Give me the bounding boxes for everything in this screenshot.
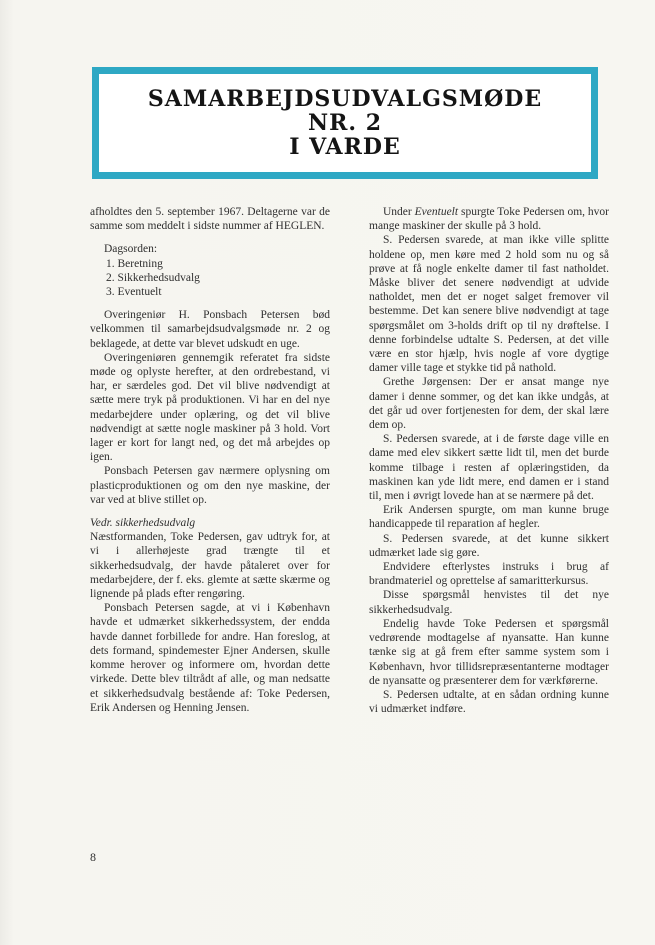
agenda-title: Dagsorden: (104, 243, 158, 256)
agenda-item: 2. Sikkerhedsudvalg (106, 271, 200, 284)
right-column (369, 205, 609, 716)
paragraph: Overingeniør H. Ponsbach Petersen bød velkommen til samarbejdsudvalgsmøde nr. 2 og beklagede, at dette var blevet udskudt en uge. (90, 309, 330, 350)
paragraph: S. Pedersen udtalte, at en sådan ordning kunne vi udmærket indføre. (369, 688, 609, 716)
title-box (92, 67, 598, 179)
text-span: Under (383, 206, 415, 218)
sub-heading: Vedr. sikkerhedsudvalg (90, 517, 196, 530)
paragraph: Endvidere efterlystes instruks i brug af brandmateriel og oprettelse af samaritterkursus. (369, 561, 609, 588)
paragraph: Disse spørgsmål henvistes til det nye sikkerhedsudvalg. (369, 589, 609, 616)
paragraph: Næstformanden, Toke Pedersen, gav udtryk for, at vi i allerhøjeste grad trængte til et sikkerhedsudvalg, der havde påtaleret over for medarbejdere, der f. eks. glemte at sætte skærme og lignende på plads efter rengøring. (90, 531, 330, 601)
emphasis: Eventuelt (414, 206, 459, 218)
intro-paragraph: afholdtes den 5. september 1967. Deltagerne var de samme som meddelt i sidste nummer af HEGLEN. (90, 206, 330, 233)
title-line-2: NR. 2 (307, 110, 383, 136)
paragraph: Endelig havde Toke Pedersen et spørgsmål vedrørende modtagelse af nyansatte. Han kunne tænke sig at gå frem efter samme system som i København, hvor tillidsrepræsentanterne modtager de nyansatte og præsenterer dem for værkførerne. (369, 617, 609, 687)
paragraph (369, 205, 609, 233)
paragraph: S. Pedersen svarede, at i de første dage ville en dame med elev sikkert sætte lidt til, men det burde komme tilbage i resten af oplæringstiden, da maskinen kan yde lidt mere, end damen er i stand til, men i øvrigt lovede han at se nærmere på det. (369, 433, 609, 503)
left-column (90, 205, 330, 715)
paragraph: S. Pedersen svarede, at det kunne sikkert udmærket lade sig gøre. (369, 532, 609, 559)
text-span: spurgte Toke Pedersen om, hvor mange maskiner der skulle på 3 hold. (369, 206, 609, 233)
agenda-list (90, 257, 330, 300)
title-line-3: I VARDE (289, 134, 401, 160)
paragraph: Overingeniøren gennemgik referatet fra sidste møde og oplyste herefter, at den ordrebestand, vi har, er særdeles god. Det vil blive nødvendigt at sætte mere tryk på produktionen. Vi har en del nye medarbejdere under oplæring, og det vil blive nødvendigt at sætte nogle maskiner på 3 hold. Vort lager er kort for langt ned, og det må arbejdes op igen. (90, 351, 330, 464)
paragraph: Ponsbach Petersen gav nærmere oplysning om plasticproduktionen og om den nye maskine, der var ved at blive stillet op. (90, 465, 330, 506)
page-number: 8 (90, 850, 96, 864)
paragraph: S. Pedersen svarede, at man ikke ville splitte holdene op, men køre med 2 hold som nu og så prøve at få nogle enkelte damer til fast natholdet. Måske bliver det senere nødvendigt at udvide natholdet, men det er noget salget fremover vil bestemme. Det kan senere blive nødvendigt at tage spørgsmålet om 3-holds drift op til ny drøftelse. I denne forbindelse udtalte S. Pedersen, at det ville være en stor hjælp, hvis nogle af vore dygtige damer ville tage et stykke tid på nathold. (369, 234, 609, 375)
agenda-item: 1. Beretning (106, 257, 163, 270)
paragraph: Grethe Jørgensen: Der er ansat mange nye damer i denne sommer, og det kan ikke undgås, at det går ud over fortjenesten for dem, der skal lære dem op. (369, 376, 609, 432)
title-line-1: SAMARBEJDSUDVALGSMØDE (147, 86, 543, 112)
paragraph: Erik Andersen spurgte, om man kunne bruge handicappede til reparation af hegler. (369, 504, 609, 531)
paragraph: Ponsbach Petersen sagde, at vi i København havde et udmærket sikkerhedssystem, der endda havde dannet forbillede for andre. Han foreslog, at dets formand, spindemester Ejner Andersen, skulle komme herover og informere om, hvordan dette virkede. Dette blev tiltrådt af alle, og man nedsatte et sikkerhedsudvalg bestående af: Toke Pedersen, Erik Andersen og Henning Jensen. (90, 602, 330, 714)
agenda-item: 3. Eventuelt (106, 286, 162, 299)
